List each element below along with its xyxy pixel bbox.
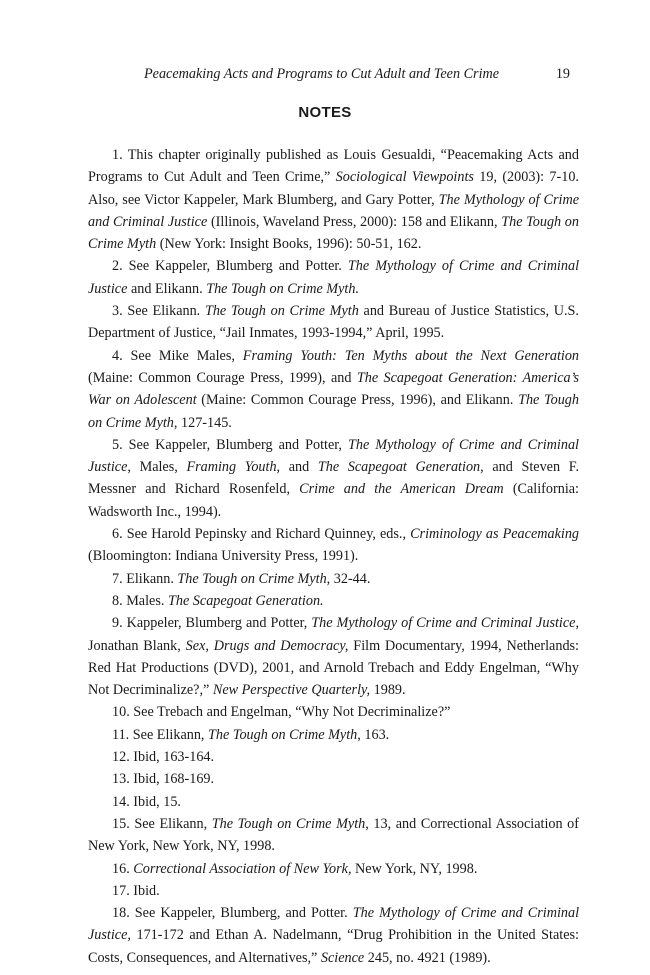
note-title-italic: The Mythology of Crime and Criminal Justice, — [88, 905, 580, 944]
note-text: , 127-145. — [173, 414, 232, 431]
note-text: , 13, and Correctional Association of New York, New York, NY, 1998. — [88, 815, 580, 855]
note-number: 7. — [112, 570, 123, 587]
note-text: 19, (2003): 7-10. Also, see Victor Kappeler, Mark Blumberg, and Gary Potter, — [88, 169, 579, 208]
note-item — [88, 568, 579, 590]
note-title-italic: The Scapegoat Generation — [317, 459, 481, 476]
note-title-italic: Sociological Viewpoints — [335, 169, 474, 186]
note-number: 8. — [112, 592, 123, 609]
running-header — [88, 66, 580, 86]
note-title-italic: The Tough on Crime Myth. — [206, 280, 359, 297]
note-text: See Kappeler, Blumberg, and Potter. — [134, 905, 353, 922]
note-text: See Harold Pepinsky and Richard Quinney, eds., — [126, 526, 411, 543]
note-text: (Bloomington: Indiana University Press, 1991). — [88, 548, 359, 565]
note-title-italic: The Mythology of Crime and Criminal Justice — [88, 191, 579, 230]
note-title-italic: The Tough on Crime Myth — [177, 570, 327, 587]
note-text: See Elikann. — [127, 303, 205, 320]
note-number: 13. — [112, 771, 130, 788]
note-title-italic: The Tough on Crime Myth — [208, 726, 358, 743]
note-title-italic: The Mythology of Crime and Criminal Justice — [88, 258, 580, 297]
note-number: 10. — [112, 704, 130, 721]
note-item — [88, 902, 579, 969]
note-title-italic: Correctional Association of New York, — [133, 860, 352, 877]
note-number: 3. — [112, 303, 123, 320]
note-title-italic: New Perspective Quarterly, — [212, 682, 371, 699]
note-item — [88, 813, 579, 858]
note-text: See Kappeler, Blumberg and Potter. — [128, 258, 348, 275]
note-title-italic: Criminology as Peacemaking — [410, 526, 580, 543]
note-text: See Elikann, — [134, 815, 212, 832]
note-text: 1989. — [370, 682, 406, 699]
note-title-italic: The Scapegoat Generation. — [167, 592, 324, 609]
note-number: 2. — [112, 258, 123, 275]
running-title: Peacemaking Acts and Programs to Cut Adult and Teen Crime — [144, 66, 500, 82]
note-text: Ibid. — [133, 882, 160, 899]
note-title-italic: The Mythology of Crime and Criminal Justice — [88, 436, 580, 476]
note-number: 4. — [112, 347, 123, 364]
note-text: See Kappeler, Blumberg and Potter, — [128, 436, 348, 453]
note-item — [88, 701, 579, 723]
note-text: Ibid, 163-164. — [133, 749, 215, 766]
note-number: 17. — [112, 882, 130, 899]
note-title-italic: Sex, Drugs and Democracy, — [185, 637, 349, 654]
note-number: 12. — [112, 749, 130, 766]
note-item — [88, 590, 579, 612]
note-item — [88, 434, 579, 523]
notes-heading: NOTES — [298, 104, 352, 121]
note-item — [88, 144, 579, 255]
note-title-italic: The Mythology of Crime and Criminal Justice — [311, 615, 576, 632]
note-title-italic: Framing Youth: Ten Myths about the Next Generation — [242, 347, 580, 364]
note-number: 16. — [112, 860, 130, 877]
note-number: 5. — [112, 436, 123, 453]
note-text: , Jonathan Blank, — [88, 615, 579, 654]
note-text: (California: Wadsworth Inc., 1994). — [88, 481, 579, 520]
note-text: Ibid, 168-169. — [133, 771, 215, 788]
note-text: Film Documentary, 1994, Netherlands: Red Hat Productions (DVD), 2001, and Arnold Trebach and Eddy Engelman, “Why Not Decriminalize?,” — [88, 637, 579, 699]
note-text: , Males, — [127, 459, 187, 476]
note-text: (Maine: Common Courage Press, 1999), and — [88, 369, 357, 386]
note-item — [88, 345, 579, 434]
note-text: Elikann. — [126, 570, 178, 587]
note-number: 9. — [112, 615, 123, 632]
note-text: See Trebach and Engelman, “Why Not Decriminalize?” — [133, 704, 451, 721]
note-title-italic: The Tough on Crime Myth — [204, 303, 359, 320]
note-title-italic: The Tough on Crime Myth — [88, 392, 579, 431]
note-item — [88, 768, 579, 790]
note-text: See Elikann, — [132, 726, 209, 743]
note-number: 1. — [112, 147, 123, 163]
note-title-italic: The Tough on Crime Myth — [88, 213, 579, 253]
note-item — [88, 858, 579, 880]
note-number: 11. — [112, 726, 130, 743]
note-item — [88, 791, 579, 813]
note-item — [88, 746, 579, 768]
notes-list — [88, 144, 579, 969]
note-item — [88, 724, 579, 746]
note-text: , 32-44. — [326, 570, 371, 587]
note-text: and — [280, 459, 318, 476]
note-item — [88, 255, 579, 300]
page-number: 19 — [555, 66, 570, 82]
note-number: 18. — [112, 905, 130, 922]
note-text: , and Steven F. Messner and Richard Rosenfeld, — [88, 459, 579, 498]
note-text: (New York: Insight Books, 1996): 50-51, 162. — [156, 236, 422, 253]
note-text: , 163. — [357, 726, 390, 743]
note-item — [88, 612, 579, 701]
note-text: (Illinois, Waveland Press, 2000): 158 and Elikann, — [207, 213, 502, 230]
note-title-italic: Science — [320, 949, 365, 966]
note-item — [88, 880, 579, 902]
note-number: 15. — [112, 815, 130, 832]
note-title-italic: Crime and the American Dream — [299, 481, 504, 498]
note-item — [88, 523, 579, 568]
note-title-italic: The Scapegoat Generation: America’s War on Adolescent — [88, 369, 579, 409]
note-text: and Bureau of Justice Statistics, U.S. Department of Justice, “Jail Inmates, 1993-1994,” April, 1995. — [88, 303, 579, 342]
note-item — [88, 300, 579, 345]
note-number: 6. — [112, 526, 123, 543]
note-text: This chapter originally published as Louis Gesualdi, “Peacemaking Acts and Programs to Cut Adult and Teen Crime,” — [88, 147, 579, 186]
note-title-italic: The Tough on Crime Myth — [211, 815, 366, 832]
note-text: Males. — [126, 592, 168, 609]
note-text: New York, NY, 1998. — [351, 860, 478, 877]
note-text: See Mike Males, — [130, 347, 243, 364]
note-number: 14. — [112, 793, 130, 810]
note-title-italic: Framing Youth, — [186, 459, 281, 476]
note-text: 245, no. 4921 (1989). — [364, 949, 491, 966]
note-text: Ibid, 15. — [133, 793, 181, 810]
note-text: and Elikann. — [127, 280, 207, 297]
note-text: 171-172 and Ethan A. Nadelmann, “Drug Prohibition in the United States: Costs, Consequences, and Alternatives,” — [88, 927, 579, 966]
note-text: (Maine: Common Courage Press, 1996), and Elikann. — [196, 392, 519, 409]
note-text: Kappeler, Blumberg and Potter, — [126, 615, 312, 632]
